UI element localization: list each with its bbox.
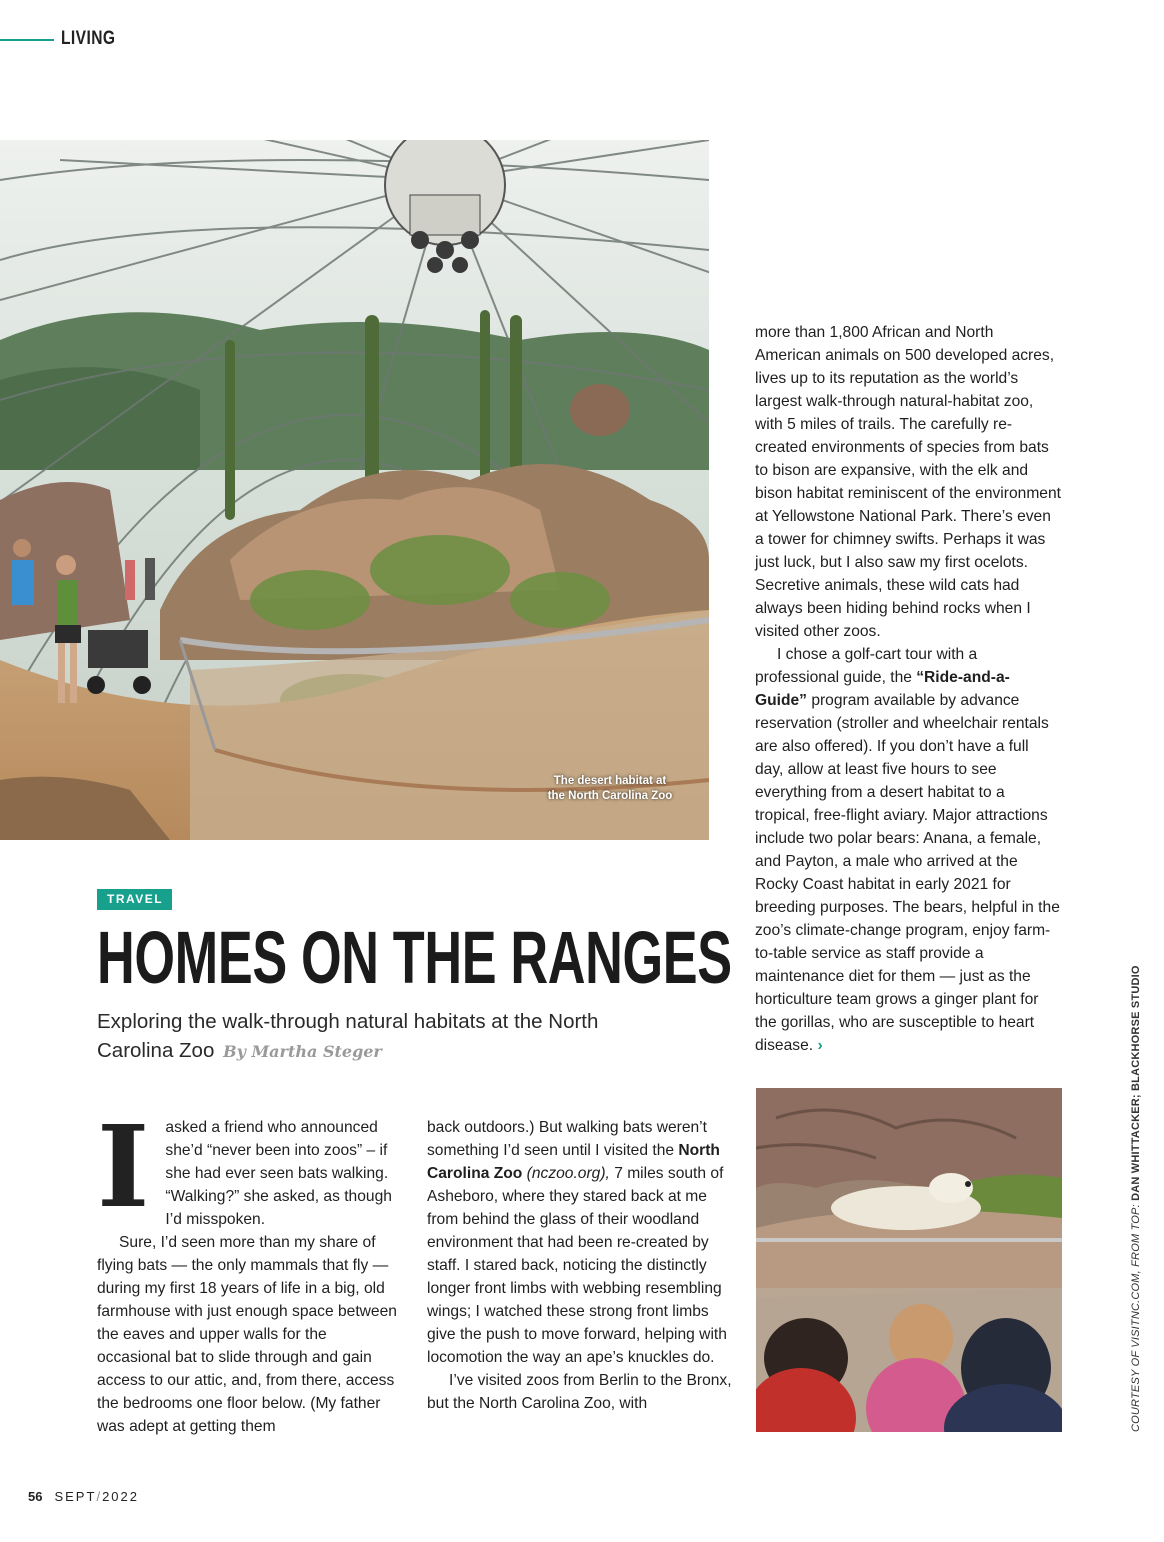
zoo-name: North Carolina Zoo xyxy=(427,1142,720,1182)
program-name: “Ride-and-a-Guide” xyxy=(755,669,1010,709)
continue-arrow-icon: › xyxy=(817,1037,823,1054)
page-number: 56 xyxy=(28,1489,43,1504)
body-column-3 xyxy=(755,321,1061,1057)
zoo-url: (nczoo.org), xyxy=(526,1165,610,1182)
col2-paragraph-2: I’ve visited zoos from Berlin to the Bronx, but the North Carolina Zoo, with xyxy=(427,1372,732,1412)
page-footer xyxy=(28,1489,139,1504)
photo-caption xyxy=(520,774,700,804)
photo-credit xyxy=(1130,965,1142,1432)
drop-cap: I xyxy=(97,1102,150,1233)
polar-bear-photo xyxy=(756,1088,1062,1432)
section-rule xyxy=(0,39,54,41)
category-tag: TRAVEL xyxy=(97,889,172,910)
body-column-2 xyxy=(427,1116,732,1415)
issue-slash: / xyxy=(96,1489,103,1504)
caption-line-1: The desert habitat at xyxy=(553,775,667,787)
article-deck xyxy=(97,1007,657,1066)
issue-year: 2022 xyxy=(102,1489,139,1504)
col3-paragraph-1: more than 1,800 African and North American animals on 500 developed acres, lives up to its reputation as the world’s largest walk-through natural-habitat zoo, with 5 miles of trails. The carefully re-created environments of species from bats to bison are expansive, with the elk and bison habitat reminiscent of the environment at Yellowstone National Park. There’s even a tower for chimney swifts. Perhaps it was just luck, but I also saw my first ocelots. Secretive animals, these wild cats had always been hiding behind rocks when I visited other zoos. xyxy=(755,324,1061,640)
article-headline: HOMES ON THE RANGES xyxy=(97,916,732,999)
caption-line-2: the North Carolina Zoo xyxy=(547,790,673,802)
col2-text-a: back outdoors.) But walking bats weren’t something I’d seen until I visited the xyxy=(427,1119,707,1159)
credit-lead: COURTESY OF VISITNC.COM, FROM TOP: xyxy=(1130,1200,1142,1432)
byline: By Martha Steger xyxy=(223,1042,382,1061)
body-column-1 xyxy=(97,1102,397,1438)
col2-text-b: 7 miles south of Asheboro, where they stared back at me from behind the glass of their woodland environment that had been re-created by staff. I stared back, noticing the distinctly longer front limbs with webbing resembling wings; I watched these strong front limbs give the push to move forward, helping with locomotion the way an ape’s knuckles do. xyxy=(427,1165,727,1366)
section-label: LIVING xyxy=(61,28,116,49)
credit-names: DAN WHITTACKER; BLACKHORSE STUDIO xyxy=(1130,965,1142,1201)
col3-text-b: program available by advance reservation (stroller and wheelchair rentals are also offered). If you don’t have a full day, allow at least five hours to see everything from a desert habitat to a tropical, free-flight aviary. Major attractions include two polar bears: Anana, a female, and Payton, a male who arrived at the Rocky Coast habitat in early 2021 for breeding purposes. The bears, helpful in the zoo’s climate-change program, enjoy farm-to-table service as staff provide a maintenance diet for them — just as the horticulture team grows a ginger plant for the gorillas, who are susceptible to heart disease. xyxy=(755,692,1060,1054)
col1-paragraph-1: asked a friend who announced she’d “never been into zoos” – if she had ever seen bats walking. “Walking?” she asked, as though I’d misspoken. xyxy=(165,1119,392,1228)
desert-habitat-photo xyxy=(0,140,709,840)
deck-text: Exploring the walk-through natural habitats at the North Carolina Zoo xyxy=(97,1010,599,1062)
col3-text-a: I chose a golf-cart tour with a professional guide, the xyxy=(755,646,978,686)
col1-paragraph-2: Sure, I’d seen more than my share of flying bats — the only mammals that fly — during my first 18 years of life in a big, old farmhouse with just enough space between the eaves and upper walls for the occasional bat to slide through and gain access to our attic, and, from there, access the bedrooms one floor below. (My father was adept at getting them xyxy=(97,1234,397,1435)
issue-month: SEPT xyxy=(54,1489,97,1504)
